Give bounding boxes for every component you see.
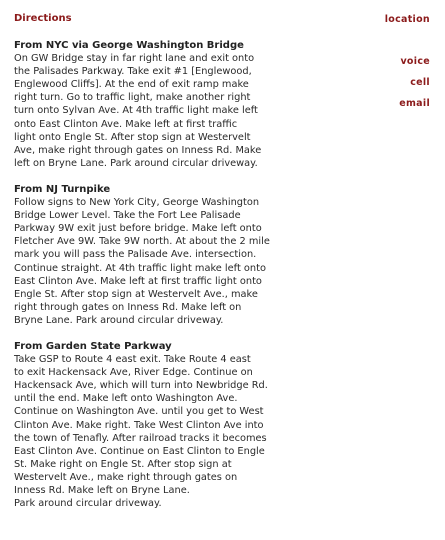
direction-line: Westervelt Ave., make right through gates on	[14, 471, 238, 483]
direction-line: Hackensack Ave, which will turn into Newbridge Rd.	[14, 380, 268, 392]
direction-line: the town of Tenafly. After railroad tracks it becomes	[14, 432, 267, 444]
direction-line: mark you will pass the Palisade Ave. intersection.	[14, 249, 257, 261]
direction-line: to exit Hackensack Ave, River Edge. Continue on	[14, 367, 253, 379]
direction-line: East Clinton Ave. Continue on East Clinton to Engle	[14, 445, 265, 457]
section-nyc	[14, 39, 289, 170]
location-link[interactable]: location	[384, 14, 430, 25]
direction-line: St. Make right on Engle St. After stop sign at	[14, 458, 232, 470]
direction-line: Bryne Lane. Park around circular driveway.	[14, 314, 224, 326]
direction-line: the Palisades Parkway. Take exit #1 [Englewood,	[14, 66, 252, 78]
direction-line: left on Bryne Lane. Park around circular driveway.	[14, 157, 258, 169]
direction-line: On GW Bridge stay in far right lane and exit onto	[14, 53, 255, 65]
section-heading: From NJ Turnpike	[14, 183, 111, 195]
direction-line: Ave, make right through gates on Inness Rd. Make	[14, 144, 262, 156]
direction-line: Clinton Ave. Make right. Take West Clinton Ave into	[14, 419, 264, 431]
direction-line: Inness Rd. Make left on Bryne Lane.	[14, 485, 190, 496]
direction-line: Park around circular driveway.	[14, 498, 162, 510]
direction-line: Engle St. After stop sign at Westervelt Ave., make	[14, 288, 258, 300]
directions-content	[14, 39, 289, 523]
direction-line: Parkway 9W exit just before bridge. Make left onto	[14, 223, 262, 235]
direction-line: Continue on Washington Ave. until you get to West	[14, 406, 264, 418]
direction-line: Follow signs to New York City, George Washington	[14, 197, 260, 209]
section-garden-state	[14, 340, 289, 510]
email-link[interactable]: email	[399, 98, 430, 109]
direction-line: Englewood Cliffs]. At the end of exit ramp make	[14, 79, 249, 91]
direction-line: Take GSP to Route 4 east exit. Take Route 4 east	[14, 354, 251, 366]
direction-line: right through gates on Inness Rd. Make left on	[14, 301, 242, 313]
direction-line: Fletcher Ave 9W. Take 9W north. At about the 2 mile	[14, 236, 270, 248]
section-nj-turnpike	[14, 183, 289, 327]
direction-line: East Clinton Ave. Make left at first traffic light onto	[14, 275, 262, 287]
direction-line: light onto Engle St. After stop sign at Westervelt	[14, 131, 251, 143]
direction-line: right turn. Go to traffic light, make another right	[14, 92, 251, 104]
section-heading: From NYC via George Washington Bridge	[14, 40, 244, 51]
section-heading: From Garden State Parkway	[14, 340, 172, 352]
directions-link[interactable]: Directions	[14, 13, 72, 24]
direction-line: Bridge Lower Level. Take the Fort Lee Palisade	[14, 210, 241, 222]
direction-line: until the end. Make left onto Washington Ave.	[14, 393, 238, 405]
direction-line: turn onto Sylvan Ave. At 4th traffic light make left	[14, 105, 258, 117]
direction-line: onto East Clinton Ave. Make left at first traffic	[14, 118, 238, 130]
cell-link[interactable]: cell	[410, 77, 430, 88]
voice-link[interactable]: voice	[400, 56, 430, 67]
direction-line: Continue straight. At 4th traffic light make left onto	[14, 262, 266, 274]
